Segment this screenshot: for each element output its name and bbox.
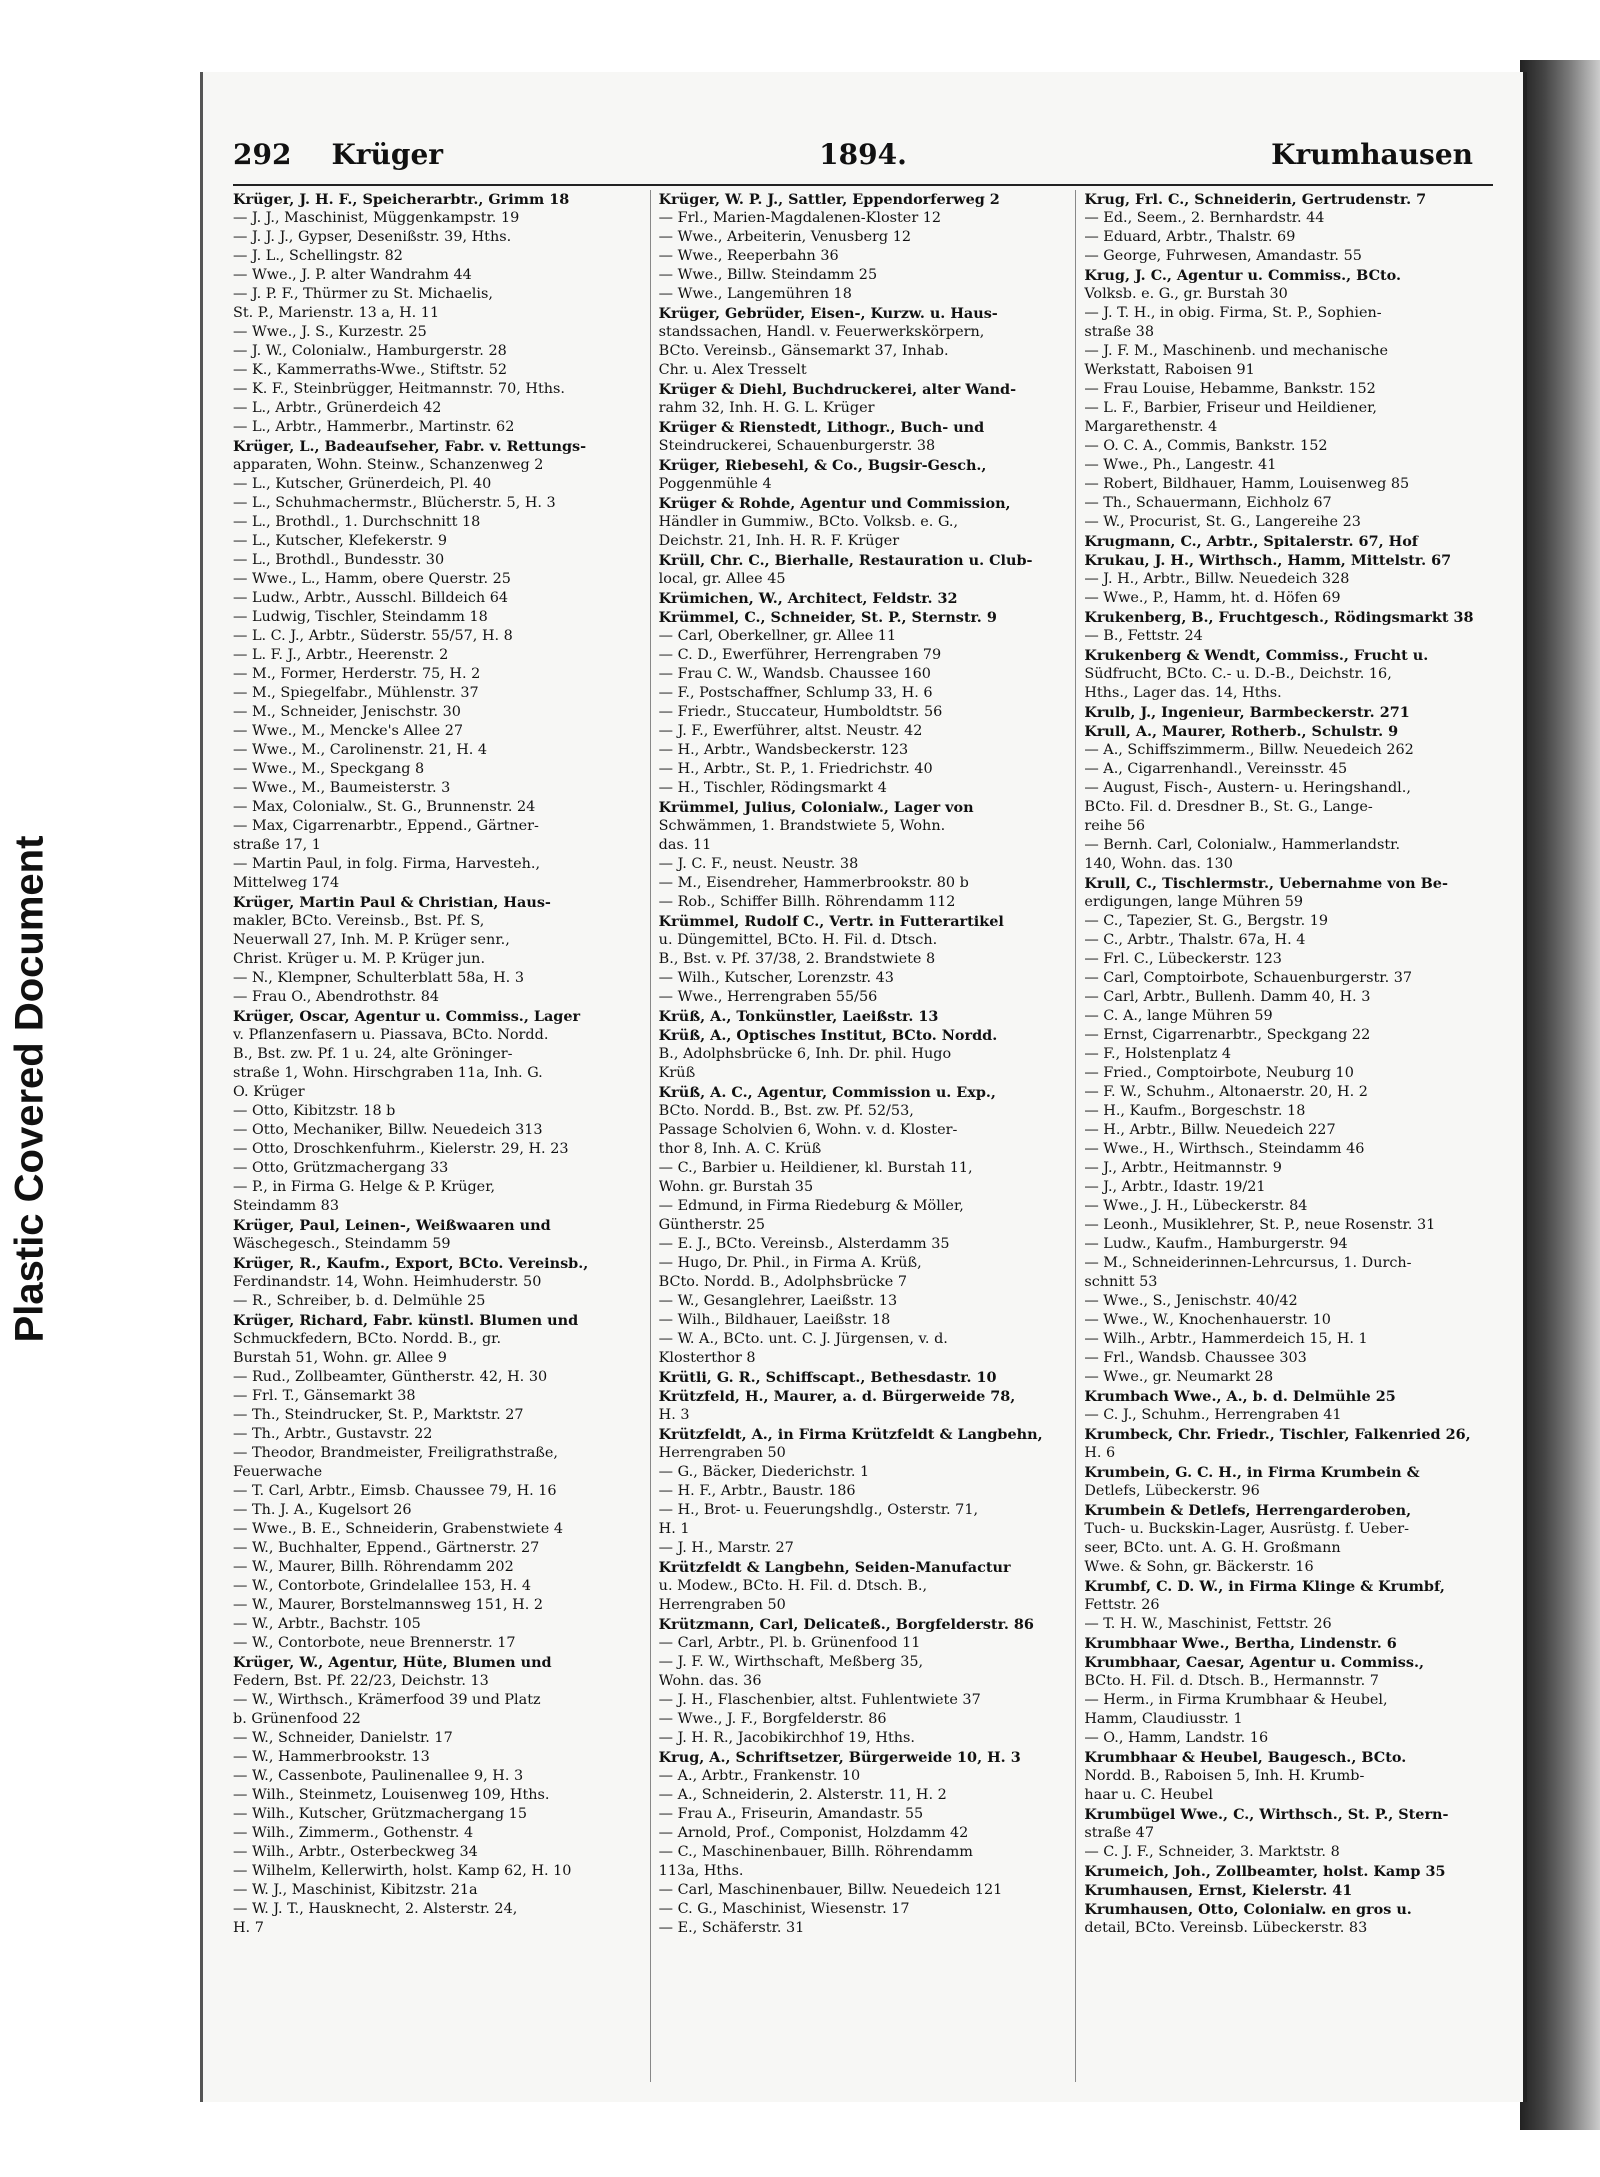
directory-entry: — Wwe., Reeperbahn 36 — [658, 248, 839, 264]
directory-entry: — J. W., Colonialw., Hamburgerstr. 28 — [233, 343, 507, 359]
directory-entry: H. 7 — [233, 1920, 264, 1936]
directory-entry: Krug, A., Schriftsetzer, Bürgerweide 10, H. 3 — [658, 1749, 1021, 1766]
directory-entry: — O., Hamm, Landstr. 16 — [1084, 1730, 1269, 1746]
directory-entry: — W., Cassenbote, Paulinenallee 9, H. 3 — [233, 1768, 524, 1784]
directory-entry: Krütli, G. R., Schiffscapt., Bethesdastr. 10 — [658, 1369, 997, 1386]
directory-entry: b. Grünenfood 22 — [233, 1711, 361, 1727]
directory-entry: — L., Brothdl., Bundesstr. 30 — [233, 552, 445, 568]
directory-entry: Wwe. & Sohn, gr. Bäckerstr. 16 — [1084, 1559, 1314, 1575]
directory-entry: Deichstr. 21, Inh. H. R. F. Krüger — [658, 533, 900, 549]
directory-entry: BCto. H. Fil. d. Dtsch. B., Hermannstr. 7 — [1084, 1673, 1379, 1689]
directory-entry: reihe 56 — [1084, 818, 1146, 834]
directory-entry: — Wwe., M., Mencke's Allee 27 — [233, 723, 464, 739]
directory-entry: — J. F., Ewerführer, altst. Neustr. 42 — [658, 723, 923, 739]
directory-entry: — J. H., Marstr. 27 — [658, 1540, 794, 1556]
directory-entry: 140, Wohn. das. 130 — [1084, 856, 1233, 872]
directory-entry: — E., Schäferstr. 31 — [658, 1920, 805, 1936]
directory-entry: — L. F. J., Arbtr., Heerenstr. 2 — [233, 647, 449, 663]
directory-entry: Krumbhaar & Heubel, Baugesch., BCto. — [1084, 1749, 1407, 1766]
directory-entry: Händler in Gummiw., BCto. Volksb. e. G., — [658, 514, 959, 530]
directory-entry: — W., Arbtr., Bachstr. 105 — [233, 1616, 421, 1632]
directory-entry: standssachen, Handl. v. Feuerwerkskörpern, — [658, 324, 985, 340]
directory-entry: Feuerwache — [233, 1464, 323, 1480]
directory-entry: — Ed., Seem., 2. Bernhardstr. 44 — [1084, 210, 1325, 226]
directory-entry: Südfrucht, BCto. C.- u. D.-B., Deichstr. 16, — [1084, 666, 1392, 682]
directory-entry: — M., Spiegelfabr., Mühlenstr. 37 — [233, 685, 479, 701]
directory-entry: — J. F. M., Maschinenb. und mechanische — [1084, 343, 1388, 359]
directory-entry: — C. A., lange Mühren 59 — [1084, 1008, 1273, 1024]
directory-entry: BCto. Nordd. B., Bst. zw. Pf. 52/53, — [658, 1103, 914, 1119]
directory-entry: — L. C. J., Arbtr., Süderstr. 55/57, H. 8 — [233, 628, 513, 644]
directory-entry: — J. J. J., Gypser, Desenißstr. 39, Hths. — [233, 229, 512, 245]
directory-entry: — H., Tischler, Rödingsmarkt 4 — [658, 780, 887, 796]
directory-entry: — Wwe., B. E., Schneiderin, Grabenstwiete 4 — [233, 1521, 564, 1537]
directory-entry: Krukau, J. H., Wirthsch., Hamm, Mittelstr. 67 — [1084, 552, 1452, 569]
directory-entry: — Wilh., Arbtr., Osterbeckweg 34 — [233, 1844, 478, 1860]
directory-entry: — Wilh., Zimmerm., Gothenstr. 4 — [233, 1825, 474, 1841]
directory-entry: — H., Arbtr., St. P., 1. Friedrichstr. 40 — [658, 761, 933, 777]
directory-entry: — H. F., Arbtr., Baustr. 186 — [658, 1483, 856, 1499]
directory-entry: Krüger, R., Kaufm., Export, BCto. Vereinsb., — [233, 1255, 589, 1272]
directory-entry: Burstah 51, Wohn. gr. Allee 9 — [233, 1350, 447, 1366]
directory-entry: — M., Schneider, Jenischstr. 30 — [233, 704, 461, 720]
directory-entry: — Wwe., H., Wirthsch., Steindamm 46 — [1084, 1141, 1365, 1157]
directory-entry: thor 8, Inh. A. C. Krüß — [658, 1141, 822, 1157]
directory-entry: Christ. Krüger u. M. P. Krüger jun. — [233, 951, 486, 967]
directory-entry: Detlefs, Lübeckerstr. 96 — [1084, 1483, 1260, 1499]
directory-entry: Krüger & Rienstedt, Lithogr., Buch- und — [658, 419, 985, 436]
directory-entry: Krüß, A., Tonkünstler, Laeißstr. 13 — [658, 1008, 939, 1025]
directory-entry: — E. J., BCto. Vereinsb., Alsterdamm 35 — [658, 1236, 950, 1252]
directory-page — [200, 72, 1523, 2102]
directory-entry: Volksb. e. G., gr. Burstah 30 — [1084, 286, 1288, 302]
directory-entry: — W., Wirthsch., Krämerfood 39 und Platz — [233, 1692, 541, 1708]
directory-entry: — C. J., Schuhm., Herrengraben 41 — [1084, 1407, 1342, 1423]
book-spine-edge — [1520, 60, 1600, 2130]
directory-entry: — Frl., Marien-Magdalenen-Kloster 12 — [658, 210, 942, 226]
directory-entry: Wohn. das. 36 — [658, 1673, 762, 1689]
directory-entry: — Wilh., Kutscher, Lorenzstr. 43 — [658, 970, 894, 986]
directory-entry: Krumbach Wwe., A., b. d. Delmühle 25 — [1084, 1388, 1396, 1405]
directory-entry: — K. F., Steinbrügger, Heitmannstr. 70, Hths. — [233, 381, 565, 397]
directory-entry: — M., Former, Herderstr. 75, H. 2 — [233, 666, 481, 682]
directory-entry: B., Adolphsbrücke 6, Inh. Dr. phil. Hugo — [658, 1046, 952, 1062]
directory-entry: — Carl, Comptoirbote, Schauenburgerstr. 37 — [1084, 970, 1413, 986]
directory-entry: — O. C. A., Commis, Bankstr. 152 — [1084, 438, 1328, 454]
directory-entry: Krümichen, W., Architect, Feldstr. 32 — [658, 590, 958, 607]
directory-entry: Krugmann, C., Arbtr., Spitalerstr. 67, Hof — [1084, 533, 1418, 550]
directory-entry: Ferdinandstr. 14, Wohn. Heimhuderstr. 50 — [233, 1274, 542, 1290]
directory-entry: — Carl, Arbtr., Pl. b. Grünenfood 11 — [658, 1635, 921, 1651]
directory-entry: — A., Arbtr., Frankenstr. 10 — [658, 1768, 861, 1784]
directory-entry: Krüger & Diehl, Buchdruckerei, alter Wand- — [658, 381, 1017, 398]
directory-entry: Werkstatt, Raboisen 91 — [1084, 362, 1255, 378]
directory-entry: Krüß, A. C., Agentur, Commission u. Exp., — [658, 1084, 996, 1101]
columns — [225, 190, 1501, 2082]
directory-entry: — W., Maurer, Borstelmannsweg 151, H. 2 — [233, 1597, 544, 1613]
directory-entry: — M., Eisendreher, Hammerbrookstr. 80 b — [658, 875, 969, 891]
directory-entry: — L., Arbtr., Hammerbr., Martinstr. 62 — [233, 419, 515, 435]
directory-entry: — Wwe., Billw. Steindamm 25 — [658, 267, 878, 283]
directory-entry: Passage Scholvien 6, Wohn. v. d. Kloster- — [658, 1122, 958, 1138]
directory-entry: haar u. C. Heubel — [1084, 1787, 1213, 1803]
directory-entry: Krüß, A., Optisches Institut, BCto. Nordd. — [658, 1027, 998, 1044]
directory-entry: Krüger, Martin Paul & Christian, Haus- — [233, 894, 551, 911]
directory-entry: Krulb, J., Ingenieur, Barmbeckerstr. 271 — [1084, 704, 1410, 721]
directory-entry: rahm 32, Inh. H. G. L. Krüger — [658, 400, 875, 416]
directory-entry: — Ludw., Arbtr., Ausschl. Billdeich 64 — [233, 590, 509, 606]
directory-entry: — Hugo, Dr. Phil., in Firma A. Krüß, — [658, 1255, 922, 1271]
directory-entry: Krumeich, Joh., Zollbeamter, holst. Kamp 35 — [1084, 1863, 1446, 1880]
directory-entry: Krug, J. C., Agentur u. Commiss., BCto. — [1084, 267, 1402, 284]
directory-entry: — J. H., Arbtr., Billw. Neuedeich 328 — [1084, 571, 1350, 587]
directory-entry: — Wilhelm, Kellerwirth, holst. Kamp 62, H. 10 — [233, 1863, 572, 1879]
directory-entry: Krumbhaar, Caesar, Agentur u. Commiss., — [1084, 1654, 1424, 1671]
directory-entry: straße 38 — [1084, 324, 1154, 340]
directory-entry: Krumbein & Detlefs, Herrengarderoben, — [1084, 1502, 1412, 1519]
directory-entry: Steindruckerei, Schauenburgerstr. 38 — [658, 438, 936, 454]
directory-entry: Federn, Bst. Pf. 22/23, Deichstr. 13 — [233, 1673, 489, 1689]
column-2 — [651, 190, 1077, 2082]
directory-entry: Herrengraben 50 — [658, 1445, 786, 1461]
directory-entry: straße 47 — [1084, 1825, 1154, 1841]
directory-entry: Krukenberg & Wendt, Commiss., Frucht u. — [1084, 647, 1429, 664]
directory-entry: — George, Fuhrwesen, Amandastr. 55 — [1084, 248, 1362, 264]
directory-entry: O. Krüger — [233, 1084, 305, 1100]
directory-entry: Krüger, W., Agentur, Hüte, Blumen und — [233, 1654, 552, 1671]
directory-entry: — H., Arbtr., Wandsbeckerstr. 123 — [658, 742, 909, 758]
directory-entry: — Wwe., M., Carolinenstr. 21, H. 4 — [233, 742, 488, 758]
directory-entry: Krüger, Gebrüder, Eisen-, Kurzw. u. Haus- — [658, 305, 998, 322]
directory-entry: — L., Arbtr., Grünerdeich 42 — [233, 400, 442, 416]
directory-entry: straße 17, 1 — [233, 837, 321, 853]
directory-entry: — Herm., in Firma Krumbhaar & Heubel, — [1084, 1692, 1388, 1708]
directory-entry: — H., Arbtr., Billw. Neuedeich 227 — [1084, 1122, 1336, 1138]
directory-entry: — W., Maurer, Billh. Röhrendamm 202 — [233, 1559, 514, 1575]
directory-entry: — F., Holstenplatz 4 — [1084, 1046, 1232, 1062]
directory-entry: — W. J. T., Hausknecht, 2. Alsterstr. 24, — [233, 1901, 518, 1917]
directory-entry: — Wwe., P., Hamm, ht. d. Höfen 69 — [1084, 590, 1341, 606]
directory-entry: — Robert, Bildhauer, Hamm, Louisenweg 85 — [1084, 476, 1410, 492]
directory-entry: — M., Schneiderinnen-Lehrcursus, 1. Durch- — [1084, 1255, 1412, 1271]
directory-entry: u. Modew., BCto. H. Fil. d. Dtsch. B., — [658, 1578, 928, 1594]
directory-entry: — Frau Louise, Hebamme, Bankstr. 152 — [1084, 381, 1376, 397]
directory-entry: Nordd. B., Raboisen 5, Inh. H. Krumb- — [1084, 1768, 1365, 1784]
directory-entry: — Carl, Oberkellner, gr. Allee 11 — [658, 628, 897, 644]
directory-entry: — Arnold, Prof., Componist, Holzdamm 42 — [658, 1825, 969, 1841]
directory-entry: — W. J., Maschinist, Kibitzstr. 21a — [233, 1882, 478, 1898]
directory-entry: — Wilh., Steinmetz, Louisenweg 109, Hths. — [233, 1787, 550, 1803]
directory-entry: Krukenberg, B., Fruchtgesch., Rödingsmarkt 38 — [1084, 609, 1474, 626]
directory-entry: — A., Schiffszimmerm., Billw. Neuedeich 262 — [1084, 742, 1414, 758]
directory-entry: — J. C. F., neust. Neustr. 38 — [658, 856, 859, 872]
directory-entry: Krüger & Rohde, Agentur und Commission, — [658, 495, 1011, 512]
directory-entry: — Wwe., W., Knochenhauerstr. 10 — [1084, 1312, 1331, 1328]
directory-entry: — Wwe., M., Baumeisterstr. 3 — [233, 780, 451, 796]
directory-entry: — Th., Schauermann, Eichholz 67 — [1084, 495, 1332, 511]
directory-entry: Güntherstr. 25 — [658, 1217, 766, 1233]
directory-entry: — L., Schuhmachermstr., Blücherstr. 5, H. 3 — [233, 495, 556, 511]
directory-entry: detail, BCto. Vereinsb. Lübeckerstr. 83 — [1084, 1920, 1368, 1936]
directory-entry: — J. J., Maschinist, Müggenkampstr. 19 — [233, 210, 520, 226]
directory-entry: BCto. Vereinsb., Gänsemarkt 37, Inhab. — [658, 343, 949, 359]
directory-entry: Wäschegesch., Steindamm 59 — [233, 1236, 451, 1252]
directory-entry: — C., Maschinenbauer, Billh. Röhrendamm — [658, 1844, 973, 1860]
directory-entry: — C., Tapezier, St. G., Bergstr. 19 — [1084, 913, 1329, 929]
directory-entry: — Wwe., Langemühren 18 — [658, 286, 852, 302]
directory-entry: — Wwe., J. F., Borgfelderstr. 86 — [658, 1711, 887, 1727]
column-1 — [225, 190, 651, 2082]
directory-entry: Mittelweg 174 — [233, 875, 340, 891]
directory-entry: Krüger, Riebesehl, & Co., Bugsir-Gesch., — [658, 457, 987, 474]
directory-entry: — L., Brothdl., 1. Durchschnitt 18 — [233, 514, 481, 530]
directory-entry: — Frau A., Friseurin, Amandastr. 55 — [658, 1806, 924, 1822]
directory-entry: H. 6 — [1084, 1445, 1116, 1461]
directory-entry: Krüll, Chr. C., Bierhalle, Restauration u. Club- — [658, 552, 1033, 569]
directory-entry: 113a, Hths. — [658, 1863, 744, 1879]
directory-entry: Krüß — [658, 1065, 696, 1081]
directory-entry: — T. H. W., Maschinist, Fettstr. 26 — [1084, 1616, 1332, 1632]
directory-entry: Hths., Lager das. 14, Hths. — [1084, 685, 1282, 701]
directory-entry: — Wilh., Arbtr., Hammerdeich 15, H. 1 — [1084, 1331, 1368, 1347]
directory-entry: — W., Contorbote, Grindelallee 153, H. 4 — [233, 1578, 531, 1594]
directory-entry: B., Bst. zw. Pf. 1 u. 24, alte Gröninger- — [233, 1046, 513, 1062]
directory-entry: — Ludw., Kaufm., Hamburgerstr. 94 — [1084, 1236, 1348, 1252]
directory-entry: — C. G., Maschinist, Wiesenstr. 17 — [658, 1901, 910, 1917]
directory-entry: Krull, A., Maurer, Rotherb., Schulstr. 9 — [1084, 723, 1399, 740]
directory-entry: H. 1 — [658, 1521, 690, 1537]
directory-entry: — Otto, Mechaniker, Billw. Neuedeich 313 — [233, 1122, 543, 1138]
directory-entry: — C., Arbtr., Thalstr. 67a, H. 4 — [1084, 932, 1306, 948]
directory-entry: — J., Arbtr., Heitmannstr. 9 — [1084, 1160, 1282, 1176]
directory-entry: — C. D., Ewerführer, Herrengraben 79 — [658, 647, 942, 663]
directory-entry: — August, Fisch-, Austern- u. Heringshandl., — [1084, 780, 1411, 796]
directory-entry: — Wwe., Arbeiterin, Venusberg 12 — [658, 229, 911, 245]
directory-entry: — L., Kutscher, Grünerdeich, Pl. 40 — [233, 476, 492, 492]
directory-entry: — Martin Paul, in folg. Firma, Harvesteh., — [233, 856, 541, 872]
directory-entry: — Th. J. A., Kugelsort 26 — [233, 1502, 412, 1518]
directory-entry: Neuerwall 27, Inh. M. P. Krüger senr., — [233, 932, 510, 948]
directory-entry: — J. H., Flaschenbier, altst. Fuhlentwiete 37 — [658, 1692, 981, 1708]
directory-entry: — Theodor, Brandmeister, Freiligrathstraße, — [233, 1445, 558, 1461]
directory-entry: Krüger, Paul, Leinen-, Weißwaaren und — [233, 1217, 551, 1234]
directory-entry: Margarethenstr. 4 — [1084, 419, 1218, 435]
directory-entry: — W., Gesanglehrer, Laeißstr. 13 — [658, 1293, 898, 1309]
directory-entry: — Rud., Zollbeamter, Güntherstr. 42, H. 30 — [233, 1369, 548, 1385]
directory-entry: Krützfeld, H., Maurer, a. d. Bürgerweide 78, — [658, 1388, 1016, 1405]
directory-entry: Fettstr. 26 — [1084, 1597, 1160, 1613]
directory-entry: u. Düngemittel, BCto. H. Fil. d. Dtsch. — [658, 932, 938, 948]
directory-entry: — Wilh., Kutscher, Grützmachergang 15 — [233, 1806, 527, 1822]
directory-entry: Herrengraben 50 — [658, 1597, 786, 1613]
directory-entry: Tuch- u. Buckskin-Lager, Ausrüstg. f. Ueber- — [1084, 1521, 1409, 1537]
directory-entry: — Bernh. Carl, Colonialw., Hammerlandstr. — [1084, 837, 1401, 853]
directory-entry: — Otto, Grützmachergang 33 — [233, 1160, 449, 1176]
directory-entry: — W., Buchhalter, Eppend., Gärtnerstr. 27 — [233, 1540, 540, 1556]
directory-entry: Steindamm 83 — [233, 1198, 339, 1214]
directory-entry: — Wwe., M., Speckgang 8 — [233, 761, 425, 777]
directory-entry: — F. W., Schuhm., Altonaerstr. 20, H. 2 — [1084, 1084, 1368, 1100]
directory-entry: — Ernst, Cigarrenarbtr., Speckgang 22 — [1084, 1027, 1371, 1043]
column-3 — [1076, 190, 1501, 2082]
directory-entry: — Otto, Kibitzstr. 18 b — [233, 1103, 396, 1119]
directory-entry: Krümmel, Rudolf C., Vertr. in Futterartikel — [658, 913, 1004, 930]
directory-entry: Krümmel, C., Schneider, St. P., Sternstr. 9 — [658, 609, 997, 626]
directory-entry: — J. H. R., Jacobikirchhof 19, Hths. — [658, 1730, 915, 1746]
directory-entry: — H., Brot- u. Feuerungshdlg., Osterstr. 71, — [658, 1502, 979, 1518]
directory-entry: — J. T. H., in obig. Firma, St. P., Sophien- — [1084, 305, 1382, 321]
directory-entry: — R., Schreiber, b. d. Delmühle 25 — [233, 1293, 486, 1309]
directory-entry: Krümmel, Julius, Colonialw., Lager von — [658, 799, 974, 816]
directory-entry: — Wwe., J. H., Lübeckerstr. 84 — [1084, 1198, 1308, 1214]
directory-entry: Krüger, Richard, Fabr. künstl. Blumen und — [233, 1312, 579, 1329]
directory-entry: Krüger, J. H. F., Speicherarbtr., Grimm 18 — [233, 191, 570, 208]
directory-entry: — C., Barbier u. Heildiener, kl. Burstah 11, — [658, 1160, 973, 1176]
directory-entry: Krumbein, G. C. H., in Firma Krumbein & — [1084, 1464, 1420, 1481]
directory-entry: — Wwe., gr. Neumarkt 28 — [1084, 1369, 1274, 1385]
directory-entry: — L., Kutscher, Klefekerstr. 9 — [233, 533, 448, 549]
directory-entry: — Leonh., Musiklehrer, St. P., neue Rosenstr. 31 — [1084, 1217, 1436, 1233]
directory-entry: — T. Carl, Arbtr., Eimsb. Chaussee 79, H. 16 — [233, 1483, 557, 1499]
directory-entry: Krull, C., Tischlermstr., Uebernahme von Be- — [1084, 875, 1448, 892]
directory-entry: — Max, Cigarrenarbtr., Eppend., Gärtner- — [233, 818, 539, 834]
directory-entry: Krug, Frl. C., Schneiderin, Gertrudenstr. 7 — [1084, 191, 1427, 208]
directory-entry: — Eduard, Arbtr., Thalstr. 69 — [1084, 229, 1296, 245]
directory-entry: Krumbhaar Wwe., Bertha, Lindenstr. 6 — [1084, 1635, 1397, 1652]
directory-entry: Krumbeck, Chr. Friedr., Tischler, Falkenried 26, — [1084, 1426, 1471, 1443]
directory-entry: Krüger, W. P. J., Sattler, Eppendorferweg 2 — [658, 191, 1000, 208]
directory-entry: local, gr. Allee 45 — [658, 571, 786, 587]
directory-entry: apparaten, Wohn. Steinw., Schanzenweg 2 — [233, 457, 544, 473]
page-number: 292 — [233, 138, 292, 171]
directory-entry: — C. J. F., Schneider, 3. Marktstr. 8 — [1084, 1844, 1340, 1860]
directory-entry: — J., Arbtr., Idastr. 19/21 — [1084, 1179, 1266, 1195]
directory-entry: — J. F. W., Wirthschaft, Meßberg 35, — [658, 1654, 924, 1670]
header-right-word: Krumhausen — [1271, 138, 1473, 171]
directory-entry: — L. F., Barbier, Friseur und Heildiener, — [1084, 400, 1377, 416]
directory-entry: — Frau O., Abendrothstr. 84 — [233, 989, 440, 1005]
header-rule — [233, 184, 1493, 186]
directory-entry: — F., Postschaffner, Schlump 33, H. 6 — [658, 685, 933, 701]
directory-entry: Krüger, Oscar, Agentur u. Commiss., Lager — [233, 1008, 581, 1025]
directory-entry: Krumbf, C. D. W., in Firma Klinge & Krumbf, — [1084, 1578, 1445, 1595]
directory-entry: H. 3 — [658, 1407, 690, 1423]
directory-entry: — K., Kammerraths-Wwe., Stiftstr. 52 — [233, 362, 508, 378]
header-year: 1894. — [819, 138, 907, 171]
page-header — [233, 138, 1493, 182]
directory-entry: Klosterthor 8 — [658, 1350, 756, 1366]
directory-entry: schnitt 53 — [1084, 1274, 1158, 1290]
directory-entry: — W. A., BCto. unt. C. J. Jürgensen, v. d. — [658, 1331, 948, 1347]
directory-entry: — Frl., Wandsb. Chaussee 303 — [1084, 1350, 1307, 1366]
directory-entry: Krützmann, Carl, Delicateß., Borgfelderstr. 86 — [658, 1616, 1034, 1633]
directory-entry: Krumhausen, Ernst, Kielerstr. 41 — [1084, 1882, 1353, 1899]
directory-entry: — A., Schneiderin, 2. Alsterstr. 11, H. 2 — [658, 1787, 947, 1803]
directory-entry: erdigungen, lange Mühren 59 — [1084, 894, 1304, 910]
directory-entry: — Wwe., J. S., Kurzestr. 25 — [233, 324, 427, 340]
directory-entry: — Wwe., J. P. alter Wandrahm 44 — [233, 267, 472, 283]
side-label — [0, 0, 60, 2177]
directory-entry: — W., Contorbote, neue Brennerstr. 17 — [233, 1635, 516, 1651]
directory-entry: Krumhausen, Otto, Colonialw. en gros u. — [1084, 1901, 1412, 1918]
directory-entry: Hamm, Claudiusstr. 1 — [1084, 1711, 1243, 1727]
directory-entry: — N., Klempner, Schulterblatt 58a, H. 3 — [233, 970, 524, 986]
directory-entry: — Frl. T., Gänsemarkt 38 — [233, 1388, 416, 1404]
directory-entry: Krützfeldt & Langbehn, Seiden-Manufactur — [658, 1559, 1011, 1576]
directory-entry: — Frau C. W., Wandsb. Chaussee 160 — [658, 666, 931, 682]
directory-entry: — Rob., Schiffer Billh. Röhrendamm 112 — [658, 894, 956, 910]
directory-entry: Krumbügel Wwe., C., Wirthsch., St. P., Stern- — [1084, 1806, 1449, 1823]
directory-entry: — Max, Colonialw., St. G., Brunnenstr. 24 — [233, 799, 536, 815]
directory-entry: Krüger, L., Badeaufseher, Fabr. v. Rettungs- — [233, 438, 587, 455]
header-left-word: Krüger — [331, 138, 444, 171]
directory-entry: Krützfeldt, A., in Firma Krützfeldt & Langbehn, — [658, 1426, 1043, 1443]
directory-entry: — Wwe., Herrengraben 55/56 — [658, 989, 878, 1005]
directory-entry: BCto. Nordd. B., Adolphsbrücke 7 — [658, 1274, 907, 1290]
side-label-text: Plastic Covered Document — [7, 835, 52, 1342]
directory-entry: B., Bst. v. Pf. 37/38, 2. Brandstwiete 8 — [658, 951, 936, 967]
directory-entry: Schmuckfedern, BCto. Nordd. B., gr. — [233, 1331, 502, 1347]
directory-entry: — Fried., Comptoirbote, Neuburg 10 — [1084, 1065, 1354, 1081]
directory-entry: — H., Kaufm., Borgeschstr. 18 — [1084, 1103, 1306, 1119]
directory-entry: das. 11 — [658, 837, 712, 853]
directory-entry: — Carl, Arbtr., Bullenh. Damm 40, H. 3 — [1084, 989, 1371, 1005]
directory-entry: seer, BCto. unt. A. G. H. Großmann — [1084, 1540, 1341, 1556]
directory-entry: — Friedr., Stuccateur, Humboldtstr. 56 — [658, 704, 943, 720]
directory-entry: straße 1, Wohn. Hirschgraben 11a, Inh. G. — [233, 1065, 543, 1081]
directory-entry: — W., Schneider, Danielstr. 17 — [233, 1730, 453, 1746]
directory-entry: — Otto, Droschkenfuhrm., Kielerstr. 29, H. 23 — [233, 1141, 569, 1157]
directory-entry: — G., Bäcker, Diederichstr. 1 — [658, 1464, 870, 1480]
directory-entry: — Frl. C., Lübeckerstr. 123 — [1084, 951, 1282, 967]
directory-entry: — Th., Arbtr., Gustavstr. 22 — [233, 1426, 433, 1442]
directory-entry: — A., Cigarrenhandl., Vereinsstr. 45 — [1084, 761, 1348, 777]
directory-entry: v. Pflanzenfasern u. Piassava, BCto. Nordd. — [233, 1027, 549, 1043]
directory-entry: — J. L., Schellingstr. 82 — [233, 248, 403, 264]
directory-entry: — Th., Steindrucker, St. P., Marktstr. 27 — [233, 1407, 524, 1423]
directory-entry: — Wwe., Ph., Langestr. 41 — [1084, 457, 1277, 473]
directory-entry: — Edmund, in Firma Riedeburg & Möller, — [658, 1198, 964, 1214]
directory-entry: Chr. u. Alex Tresselt — [658, 362, 807, 378]
directory-entry: — Wwe., L., Hamm, obere Querstr. 25 — [233, 571, 511, 587]
directory-entry: Poggenmühle 4 — [658, 476, 772, 492]
directory-entry: — Carl, Maschinenbauer, Billw. Neuedeich 121 — [658, 1882, 1003, 1898]
directory-entry: — Wwe., S., Jenischstr. 40/42 — [1084, 1293, 1298, 1309]
directory-entry: — W., Hammerbrookstr. 13 — [233, 1749, 430, 1765]
directory-entry: — Wilh., Bildhauer, Laeißstr. 18 — [658, 1312, 891, 1328]
directory-entry: — J. P. F., Thürmer zu St. Michaelis, — [233, 286, 493, 302]
directory-entry: — P., in Firma G. Helge & P. Krüger, — [233, 1179, 496, 1195]
directory-entry: — B., Fettstr. 24 — [1084, 628, 1203, 644]
directory-entry: Schwämmen, 1. Brandstwiete 5, Wohn. — [658, 818, 946, 834]
directory-entry: St. P., Marienstr. 13 a, H. 11 — [233, 305, 440, 321]
directory-entry: — W., Procurist, St. G., Langereihe 23 — [1084, 514, 1361, 530]
directory-entry: BCto. Fil. d. Dresdner B., St. G., Lange- — [1084, 799, 1373, 815]
directory-entry: Wohn. gr. Burstah 35 — [658, 1179, 814, 1195]
directory-entry: makler, BCto. Vereinsb., Bst. Pf. S, — [233, 913, 485, 929]
directory-entry: — Ludwig, Tischler, Steindamm 18 — [233, 609, 488, 625]
